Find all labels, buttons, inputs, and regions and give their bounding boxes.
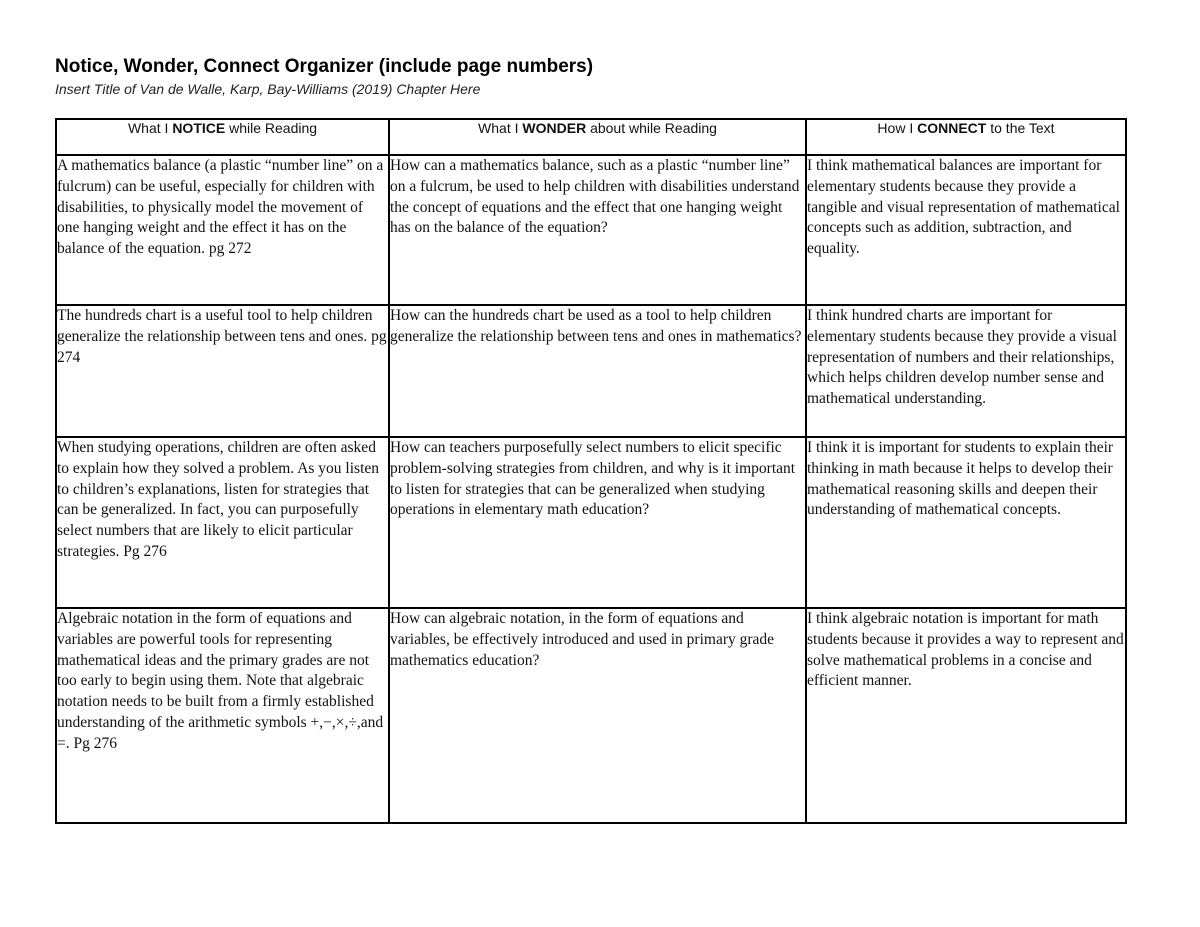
wonder-cell: How can the hundreds chart be used as a tool to help children generalize the relationship between tens and ones in mathematics? xyxy=(389,305,806,437)
table-row xyxy=(56,437,1126,608)
notice-cell: A mathematics balance (a plastic “number line” on a fulcrum) can be useful, especially for children with disabilities, to physically model the movement of one hanging weight and the effect it has on the balance of the equation. pg 272 xyxy=(56,155,389,305)
table-row xyxy=(56,305,1126,437)
notice-cell: The hundreds chart is a useful tool to help children generalize the relationship between tens and ones. pg 274 xyxy=(56,305,389,437)
header-row xyxy=(56,119,1126,155)
table-row xyxy=(56,155,1126,305)
document-subtitle: Insert Title of Van de Walle, Karp, Bay-Williams (2019) Chapter Here xyxy=(55,81,481,97)
header-connect: How I CONNECT to the Text xyxy=(806,119,1126,155)
header-notice: What I NOTICE while Reading xyxy=(56,119,389,155)
notice-cell: Algebraic notation in the form of equations and variables are powerful tools for representing mathematical ideas and the primary grades are not too early to begin using them. Note that algebraic notation needs to be built from a firmly established understanding of the arithmetic symbols +,−,×,÷,and =. Pg 276 xyxy=(56,608,389,823)
header-wonder: What I WONDER about while Reading xyxy=(389,119,806,155)
organizer-table xyxy=(55,118,1127,824)
connect-cell: I think hundred charts are important for elementary students because they provide a visual representation of numbers and their relationships, which helps children develop number sense and mathematical understanding. xyxy=(806,305,1126,437)
document-title: Notice, Wonder, Connect Organizer (include page numbers) xyxy=(55,56,594,77)
connect-cell: I think algebraic notation is important for math students because it provides a way to represent and solve mathematical problems in a concise and efficient manner. xyxy=(806,608,1126,823)
wonder-cell: How can a mathematics balance, such as a plastic “number line” on a fulcrum, be used to help children with disabilities understand the concept of equations and the effect that one hanging weight has on the balance of the equation? xyxy=(389,155,806,305)
connect-cell: I think mathematical balances are important for elementary students because they provide a tangible and visual representation of mathematical concepts such as addition, subtraction, and equality. xyxy=(806,155,1126,305)
wonder-cell: How can teachers purposefully select numbers to elicit specific problem-solving strategies from children, and why is it important to listen for strategies that can be generalized when studying operations in elementary math education? xyxy=(389,437,806,608)
table-row xyxy=(56,608,1126,823)
notice-cell: When studying operations, children are often asked to explain how they solved a problem. As you listen to children’s explanations, listen for strategies that can be generalized. In fact, you can purposefully select numbers that are likely to elicit particular strategies. Pg 276 xyxy=(56,437,389,608)
connect-cell: I think it is important for students to explain their thinking in math because it helps to develop their mathematical reasoning skills and deepen their understanding of mathematical concepts. xyxy=(806,437,1126,608)
wonder-cell: How can algebraic notation, in the form of equations and variables, be effectively introduced and used in primary grade mathematics education? xyxy=(389,608,806,823)
